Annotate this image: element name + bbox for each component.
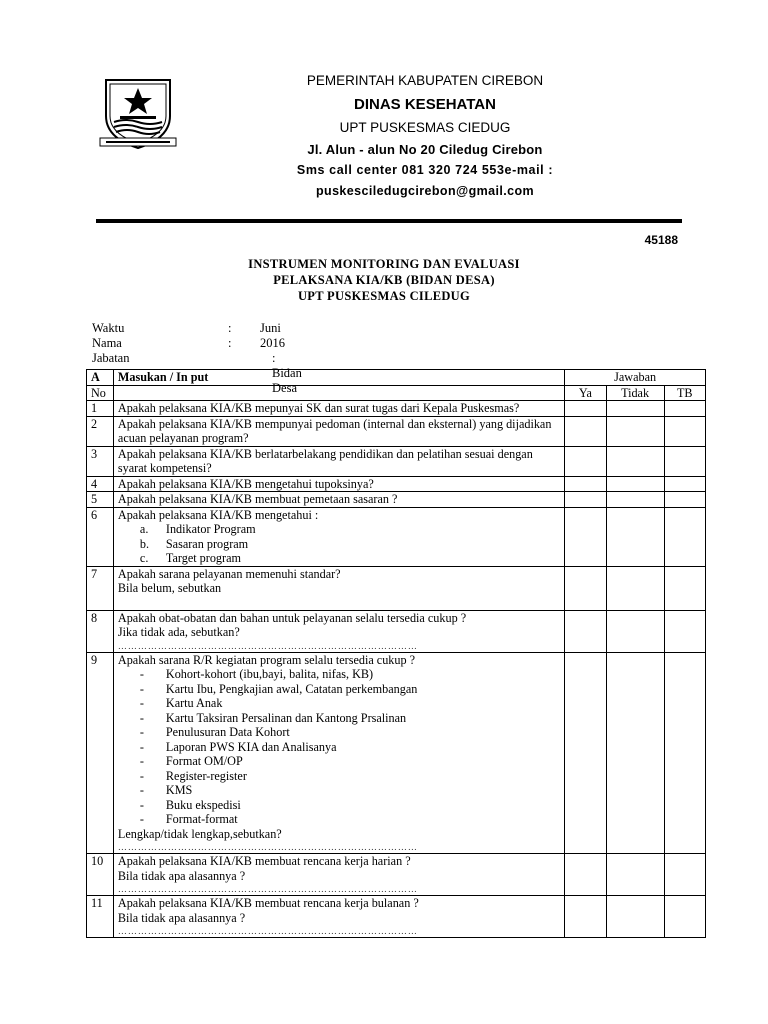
question-cell xyxy=(113,896,564,938)
row-number: 5 xyxy=(87,492,114,508)
answer-tidak-cell[interactable] xyxy=(606,854,664,896)
answer-tidak-cell[interactable] xyxy=(606,566,664,610)
answer-tb-cell[interactable] xyxy=(664,507,705,566)
letterhead-contact: Sms call center 081 320 724 553e-mail : xyxy=(296,163,554,177)
jabatan-value: : Bidan Desa xyxy=(272,351,302,395)
answer-tb-cell[interactable] xyxy=(664,854,705,896)
answer-ya-cell[interactable] xyxy=(565,416,606,446)
sub-item-text: Laporan PWS KIA dan Analisanya xyxy=(165,739,337,754)
answer-ya-cell[interactable] xyxy=(565,566,606,610)
sub-item xyxy=(118,769,560,784)
sub-item-marker: - xyxy=(139,797,144,812)
question-text: Apakah sarana pelayanan memenuhi standar? xyxy=(117,566,341,581)
sub-item-text: Sasaran program xyxy=(165,536,249,551)
answer-dotted-line: ……………………………………………………………………………… xyxy=(117,640,418,651)
answer-ya-cell[interactable] xyxy=(565,401,606,417)
waktu-value: Juni 2016 xyxy=(260,321,285,350)
question-cell xyxy=(113,416,564,446)
waktu-colon: : xyxy=(228,321,232,335)
answer-ya-cell[interactable] xyxy=(565,446,606,476)
row-number: 11 xyxy=(87,896,114,938)
sub-item-marker: - xyxy=(139,768,144,783)
monitoring-table xyxy=(86,369,706,938)
answer-ya-cell[interactable] xyxy=(565,476,606,492)
waktu-label: Waktu xyxy=(92,321,125,335)
answer-dotted-line: ……………………………………………………………………………… xyxy=(117,926,418,936)
sub-item-list xyxy=(118,522,560,566)
title-line-3: UPT PUSKESMAS CILEDUG xyxy=(297,289,471,303)
answer-tidak-cell[interactable] xyxy=(606,446,664,476)
sub-item-text: Buku ekspedisi xyxy=(165,797,241,812)
row-number: 3 xyxy=(87,446,114,476)
sub-item-text: Penulusuran Data Kohort xyxy=(165,725,290,739)
sub-item xyxy=(118,537,560,552)
table-row xyxy=(87,416,706,446)
sub-item-marker: - xyxy=(139,754,144,768)
question-followup: Lengkap/tidak lengkap,sebutkan? xyxy=(117,826,282,841)
answer-ya-cell[interactable] xyxy=(565,896,606,938)
row-number: 8 xyxy=(87,610,114,652)
sub-item xyxy=(118,725,560,740)
sub-item xyxy=(118,522,560,537)
answer-ya-cell[interactable] xyxy=(565,610,606,652)
answer-tb-cell[interactable] xyxy=(664,610,705,652)
answer-tb-cell[interactable] xyxy=(664,401,705,417)
row-number: 1 xyxy=(87,401,114,417)
sub-item xyxy=(118,711,560,726)
sub-item xyxy=(118,551,560,566)
question-text: Apakah pelaksana KIA/KB berlatarbelakang pendidikan dan pelatihan sesuai dengan syarat kompetensi? xyxy=(117,446,533,475)
table-row xyxy=(87,566,706,610)
sub-item-text: Format-format xyxy=(165,812,238,826)
answer-tb-cell[interactable] xyxy=(664,416,705,446)
row-number: 7 xyxy=(87,566,114,610)
sub-item-text: Kartu Taksiran Persalinan dan Kantong Prsalinan xyxy=(165,710,407,725)
sub-item-text: Register-register xyxy=(165,768,247,783)
header-masukan: Masukan / In put xyxy=(113,370,564,386)
question-text: Apakah pelaksana KIA/KB mengetahui : xyxy=(117,507,319,522)
kabupaten-cirebon-crest-icon xyxy=(96,72,180,152)
question-cell xyxy=(113,507,564,566)
table-header-row-2 xyxy=(87,385,706,401)
header-no: No xyxy=(87,385,114,401)
sub-item-marker: b. xyxy=(139,536,150,551)
letterhead-unit: UPT PUSKESMAS CIEDUG xyxy=(339,120,511,135)
table-row xyxy=(87,610,706,652)
sub-item-marker: - xyxy=(139,667,144,681)
header-ya: Ya xyxy=(565,385,606,401)
postal-code: 45188 xyxy=(644,233,678,247)
sub-item-marker: a. xyxy=(139,522,149,536)
letterhead-divider xyxy=(96,219,682,223)
question-cell xyxy=(113,610,564,652)
sub-item xyxy=(118,783,560,798)
table-row xyxy=(87,401,706,417)
sub-item-marker: c. xyxy=(139,551,149,565)
monitoring-table-body xyxy=(87,370,706,938)
sub-item-marker: - xyxy=(139,725,144,739)
answer-tb-cell[interactable] xyxy=(664,492,705,508)
question-cell xyxy=(113,401,564,417)
question-text: Apakah obat-obatan dan bahan untuk pelayanan selalu tersedia cukup ? xyxy=(117,610,467,625)
sub-item-text: KMS xyxy=(165,783,193,797)
table-row xyxy=(87,492,706,508)
question-followup: Bila belum, sebutkan xyxy=(117,581,222,595)
answer-tidak-cell[interactable] xyxy=(606,896,664,938)
title-line-2: PELAKSANA KIA/KB (BIDAN DESA) xyxy=(273,273,495,287)
sub-item xyxy=(118,682,560,697)
sub-item-text: Format OM/OP xyxy=(165,754,243,768)
answer-tidak-cell[interactable] xyxy=(606,652,664,854)
table-row xyxy=(87,476,706,492)
question-text: Apakah pelaksana KIA/KB membuat pemetaan sasaran ? xyxy=(117,492,398,506)
sub-item-text: Target program xyxy=(165,551,241,565)
question-text: Apakah pelaksana KIA/KB mengetahui tupoksinya? xyxy=(117,476,374,491)
header-jawaban: Jawaban xyxy=(565,370,706,386)
nama-label: Nama xyxy=(92,336,122,350)
question-followup: Bila tidak apa alasannya ? xyxy=(117,910,246,925)
question-cell xyxy=(113,492,564,508)
row-number: 2 xyxy=(87,416,114,446)
question-text: Apakah pelaksana KIA/KB mepunyai SK dan surat tugas dari Kepala Puskesmas? xyxy=(117,401,520,415)
answer-ya-cell[interactable] xyxy=(565,652,606,854)
letterhead-government: PEMERINTAH KABUPATEN CIREBON xyxy=(306,73,544,88)
answer-tidak-cell[interactable] xyxy=(606,507,664,566)
answer-tidak-cell[interactable] xyxy=(606,492,664,508)
table-row xyxy=(87,854,706,896)
answer-tidak-cell[interactable] xyxy=(606,610,664,652)
question-cell xyxy=(113,476,564,492)
jabatan-label: Jabatan xyxy=(92,351,130,365)
sub-item-list xyxy=(118,667,560,827)
letterhead-text xyxy=(200,70,650,202)
answer-tidak-cell[interactable] xyxy=(606,476,664,492)
table-row xyxy=(87,896,706,938)
table-row xyxy=(87,652,706,854)
letterhead-address: Jl. Alun - alun No 20 Ciledug Cirebon xyxy=(307,142,543,157)
sub-item xyxy=(118,754,560,769)
answer-tidak-cell[interactable] xyxy=(606,401,664,417)
answer-tb-cell[interactable] xyxy=(664,446,705,476)
sub-item-text: Kartu Ibu, Pengkajian awal, Catatan perkembangan xyxy=(165,681,418,696)
letterhead-email: puskesciledugcirebon@gmail.com xyxy=(316,184,534,198)
answer-ya-cell[interactable] xyxy=(565,854,606,896)
question-cell xyxy=(113,566,564,610)
answer-ya-cell[interactable] xyxy=(565,507,606,566)
answer-ya-cell[interactable] xyxy=(565,492,606,508)
answer-dotted-line: ……………………………………………………………………………… xyxy=(117,842,418,852)
sub-item xyxy=(118,812,560,827)
question-cell xyxy=(113,854,564,896)
sub-item-marker: - xyxy=(139,681,144,696)
question-cell xyxy=(113,446,564,476)
question-cell xyxy=(113,652,564,854)
answer-tb-cell[interactable] xyxy=(664,566,705,610)
sub-item-marker: - xyxy=(139,739,144,754)
question-text: Apakah pelaksana KIA/KB membuat rencana kerja harian ? xyxy=(117,854,411,868)
answer-tb-cell[interactable] xyxy=(664,896,705,938)
sub-item-text: Kartu Anak xyxy=(165,696,223,710)
sub-item-marker: - xyxy=(139,812,144,826)
sub-item-marker: - xyxy=(139,696,144,710)
sub-item-marker: - xyxy=(139,783,144,797)
answer-dotted-line: ……………………………………………………………………………… xyxy=(117,884,418,894)
title-line-1: INSTRUMEN MONITORING DAN EVALUASI xyxy=(248,257,520,271)
letterhead xyxy=(0,0,768,247)
sub-item-marker: - xyxy=(139,710,144,725)
document-title xyxy=(0,256,768,304)
row-number: 6 xyxy=(87,507,114,566)
header-tidak: Tidak xyxy=(606,385,664,401)
sub-item-text: Indikator Program xyxy=(165,522,256,536)
header-blank xyxy=(113,385,564,401)
question-followup: Jika tidak ada, sebutkan? xyxy=(117,625,240,639)
question-text: Apakah sarana R/R kegiatan program selalu tersedia cukup ? xyxy=(117,652,416,667)
row-number: 10 xyxy=(87,854,114,896)
answer-space xyxy=(118,596,560,610)
answer-tidak-cell[interactable] xyxy=(606,416,664,446)
table-row xyxy=(87,507,706,566)
sub-item-text: Kohort-kohort (ibu,bayi, balita, nifas, KB) xyxy=(165,667,374,681)
nama-colon: : xyxy=(228,336,232,350)
header-tb: TB xyxy=(664,385,705,401)
row-number: 9 xyxy=(87,652,114,854)
question-text: Apakah pelaksana KIA/KB mempunyai pedoman (internal dan eksternal) yang dijadikan acuan pelayanan program? xyxy=(117,416,552,445)
row-number: 4 xyxy=(87,476,114,492)
question-followup: Bila tidak apa alasannya ? xyxy=(117,868,246,883)
sub-item xyxy=(118,667,560,682)
question-text: Apakah pelaksana KIA/KB membuat rencana kerja bulanan ? xyxy=(117,896,419,910)
sub-item xyxy=(118,740,560,755)
letterhead-department: DINAS KESEHATAN xyxy=(354,96,496,113)
table-header-row-1 xyxy=(87,370,706,386)
table-row xyxy=(87,446,706,476)
header-section-a: A xyxy=(87,370,114,386)
sub-item xyxy=(118,798,560,813)
answer-tb-cell[interactable] xyxy=(664,652,705,854)
answer-tb-cell[interactable] xyxy=(664,476,705,492)
sub-item xyxy=(118,696,560,711)
